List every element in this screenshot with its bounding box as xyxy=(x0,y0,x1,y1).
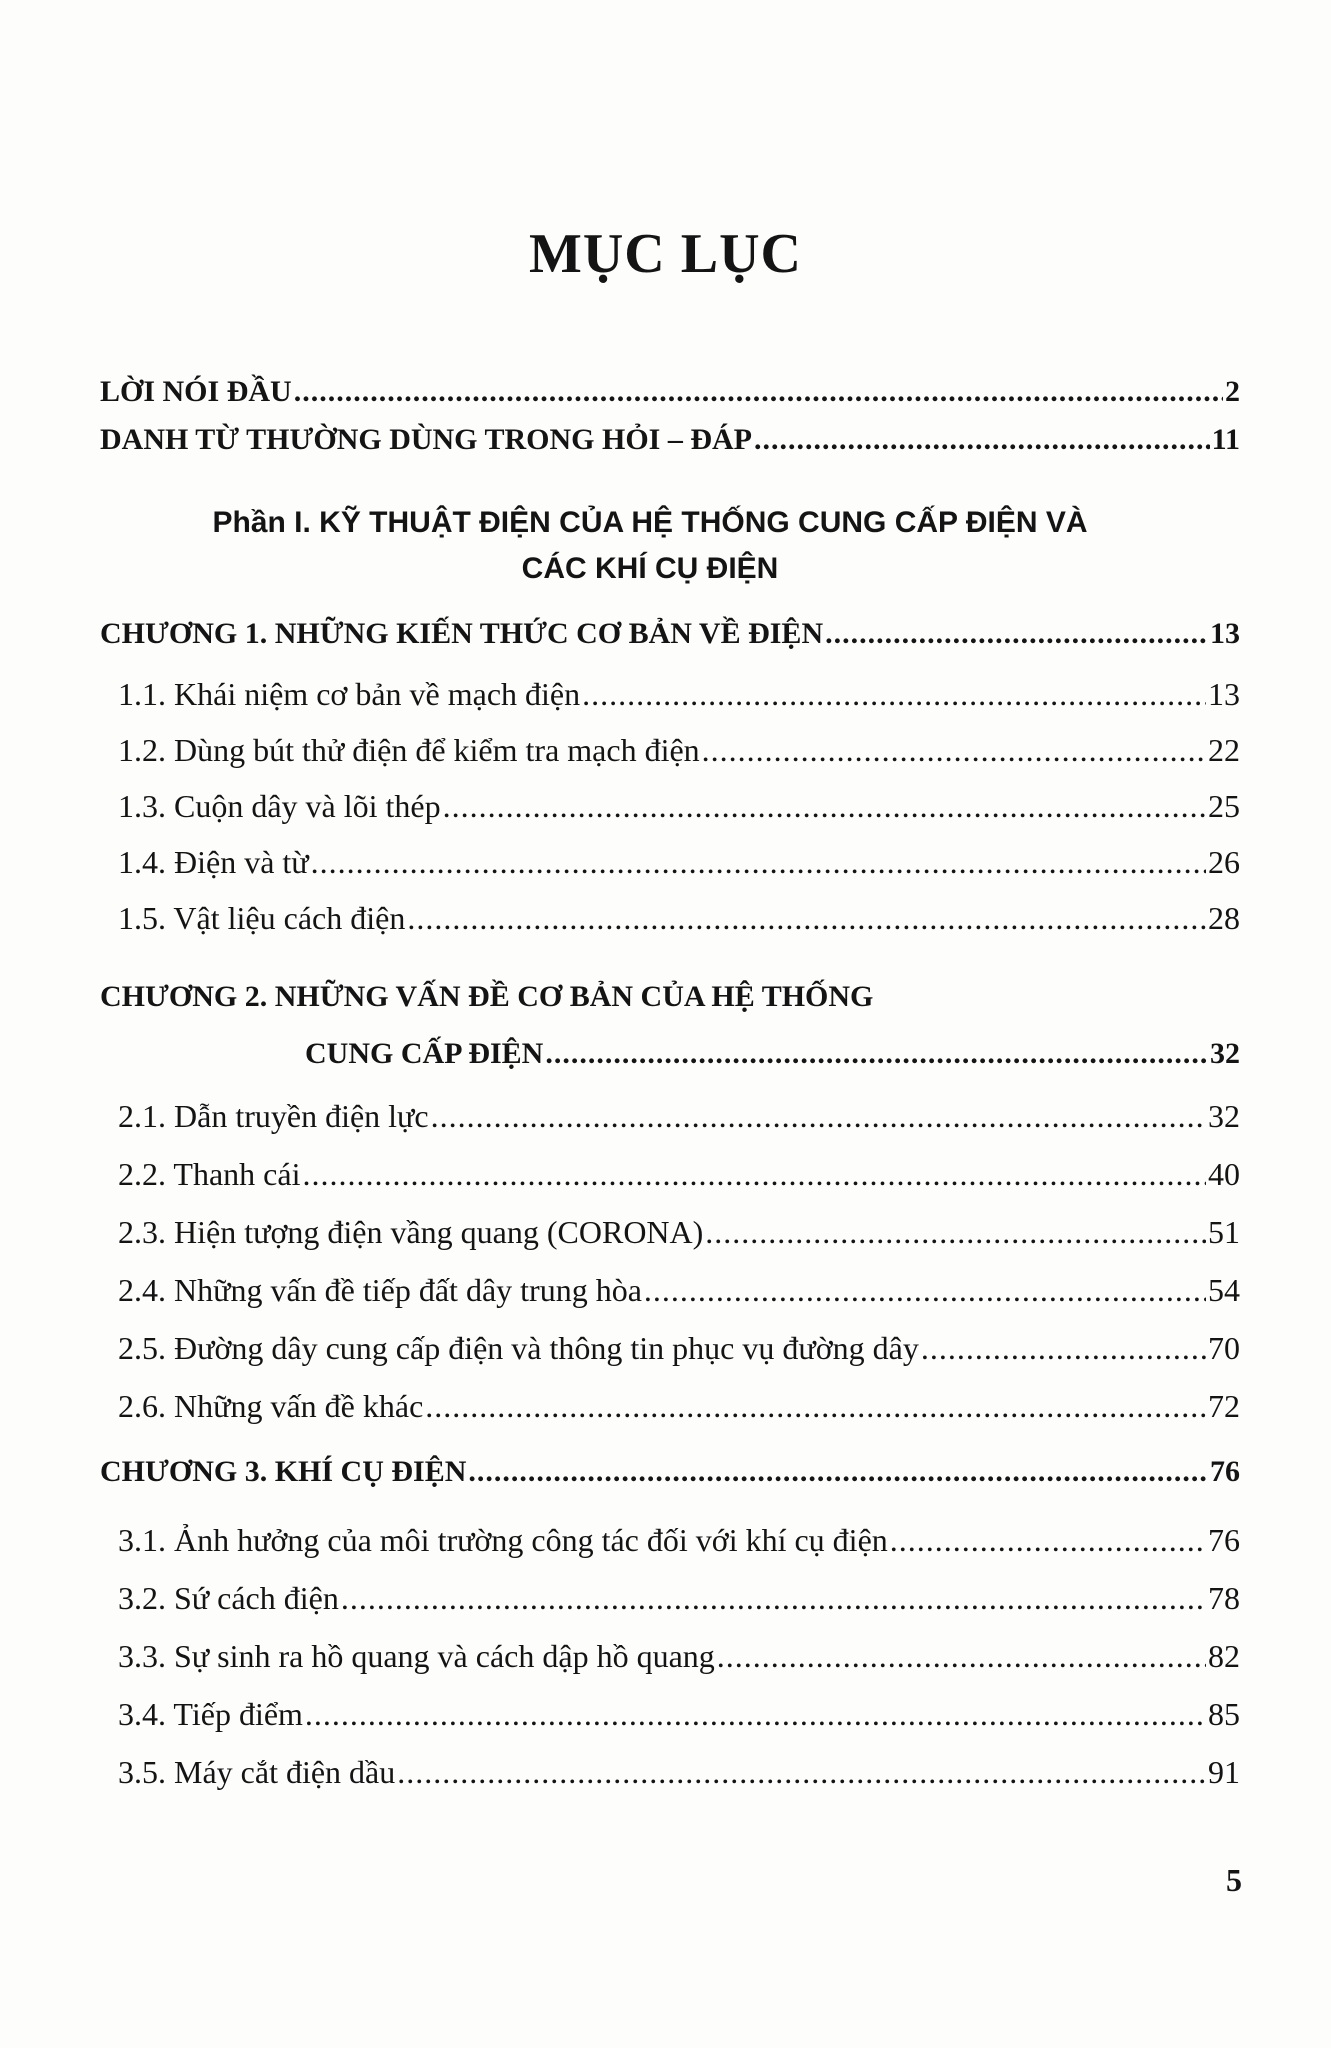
toc-section-1-5 xyxy=(118,896,1240,940)
toc-section-1-1 xyxy=(118,672,1240,716)
toc-entry-label: 1.5. Vật liệu cách điện xyxy=(118,900,406,936)
dot-leader xyxy=(921,1326,1206,1370)
toc-entry-label: 2.4. Những vấn đề tiếp đất dây trung hòa xyxy=(118,1272,642,1308)
toc-entry-label: 2.1. Dẫn truyền điện lực xyxy=(118,1098,429,1134)
toc-section-2-3 xyxy=(118,1210,1240,1254)
toc-entry-label: 1.3. Cuộn dây và lõi thép xyxy=(118,788,441,824)
toc-entry-page: 91 xyxy=(1208,1754,1240,1790)
dot-leader xyxy=(302,1152,1206,1196)
dot-leader xyxy=(705,1210,1206,1254)
toc-entry-page: 76 xyxy=(1208,1522,1240,1558)
toc-entry-glossary xyxy=(100,418,1240,462)
dot-leader xyxy=(644,1268,1206,1312)
toc-entry-page: 25 xyxy=(1208,788,1240,824)
toc-entry-page: 13 xyxy=(1210,617,1240,650)
toc-entry-page: 54 xyxy=(1208,1272,1240,1308)
toc-entry-label: 2.2. Thanh cái xyxy=(118,1156,301,1192)
toc-entry-label: 1.2. Dùng bút thử điện để kiểm tra mạch điện xyxy=(118,732,700,768)
toc-entry-label: CHƯƠNG 3. KHÍ CỤ ĐIỆN xyxy=(100,1455,467,1488)
toc-entry-page: 85 xyxy=(1208,1696,1240,1732)
toc-entry-preface xyxy=(100,370,1240,414)
toc-entry-label: 2.5. Đường dây cung cấp điện và thông tin phục vụ đường dây xyxy=(118,1330,919,1366)
dot-leader xyxy=(702,728,1206,772)
part-heading-line1: Phần I. KỸ THUẬT ĐIỆN CỦA HỆ THỐNG CUNG CẤP ĐIỆN VÀ xyxy=(212,506,1088,539)
toc-entry-label: DANH TỪ THƯỜNG DÙNG TRONG HỎI – ĐÁP xyxy=(100,423,752,456)
toc-chapter-3 xyxy=(100,1450,1240,1494)
toc-entry-label: 3.4. Tiếp điểm xyxy=(118,1696,303,1732)
toc-entry-page: 28 xyxy=(1208,900,1240,936)
page-number: 5 xyxy=(1226,1862,1242,1898)
toc-chapter-2 xyxy=(305,1032,1240,1076)
dot-leader xyxy=(468,1450,1208,1494)
toc-chapter-2-line1: CHƯƠNG 2. NHỮNG VẤN ĐỀ CƠ BẢN CỦA HỆ THỐNG xyxy=(100,980,874,1013)
toc-entry-page: 11 xyxy=(1211,423,1240,456)
toc-entry-page: 78 xyxy=(1208,1580,1240,1616)
dot-leader xyxy=(717,1634,1206,1678)
toc-entry-label: 3.2. Sứ cách điện xyxy=(118,1580,339,1616)
toc-entry-page: 26 xyxy=(1208,844,1240,880)
toc-section-2-5 xyxy=(118,1326,1240,1370)
dot-leader xyxy=(825,612,1208,656)
toc-entry-label: 3.5. Máy cắt điện dầu xyxy=(118,1754,396,1790)
toc-entry-label: 3.1. Ảnh hưởng của môi trường công tác đối với khí cụ điện xyxy=(118,1522,888,1558)
toc-section-1-2 xyxy=(118,728,1240,772)
dot-leader xyxy=(443,784,1206,828)
toc-entry-page: 2 xyxy=(1225,375,1240,408)
toc-entry-label: 2.6. Những vấn đề khác xyxy=(118,1388,424,1424)
toc-section-2-1 xyxy=(118,1094,1240,1138)
toc-entry-label: 1.4. Điện và từ xyxy=(118,844,309,880)
dot-leader xyxy=(582,672,1206,716)
toc-entry-page: 32 xyxy=(1208,1098,1240,1134)
toc-section-3-2 xyxy=(118,1576,1240,1620)
toc-section-1-4 xyxy=(118,840,1240,884)
toc-section-3-4 xyxy=(118,1692,1240,1736)
dot-leader xyxy=(407,896,1206,940)
toc-section-2-6 xyxy=(118,1384,1240,1428)
toc-chapter-1 xyxy=(100,612,1240,656)
dot-leader xyxy=(341,1576,1206,1620)
toc-section-2-4 xyxy=(118,1268,1240,1312)
toc-section-3-3 xyxy=(118,1634,1240,1678)
dot-leader xyxy=(425,1384,1206,1428)
toc-section-1-3 xyxy=(118,784,1240,828)
toc-entry-page: 70 xyxy=(1208,1330,1240,1366)
toc-entry-page: 82 xyxy=(1208,1638,1240,1674)
toc-entry-label: 2.3. Hiện tượng điện vầng quang (CORONA) xyxy=(118,1214,704,1250)
dot-leader xyxy=(305,1692,1206,1736)
dot-leader xyxy=(431,1094,1206,1138)
toc-entry-page: 72 xyxy=(1208,1388,1240,1424)
toc-entry-page: 40 xyxy=(1208,1156,1240,1192)
page-title: MỤC LỤC xyxy=(529,223,802,285)
dot-leader xyxy=(294,370,1223,414)
toc-section-3-1 xyxy=(118,1518,1240,1562)
toc-entry-label: CHƯƠNG 1. NHỮNG KIẾN THỨC CƠ BẢN VỀ ĐIỆN xyxy=(100,617,824,650)
toc-section-3-5 xyxy=(118,1750,1240,1794)
toc-entry-page: 13 xyxy=(1208,676,1240,712)
dot-leader xyxy=(545,1032,1208,1076)
toc-entry-label: 1.1. Khái niệm cơ bản về mạch điện xyxy=(118,676,581,712)
toc-entry-page: 32 xyxy=(1210,1037,1240,1070)
toc-entry-label: 3.3. Sự sinh ra hồ quang và cách dập hồ quang xyxy=(118,1638,715,1674)
toc-entry-page: 76 xyxy=(1210,1455,1240,1488)
dot-leader xyxy=(890,1518,1206,1562)
dot-leader xyxy=(397,1750,1206,1794)
dot-leader xyxy=(311,840,1206,884)
toc-entry-label: CUNG CẤP ĐIỆN xyxy=(305,1037,544,1070)
part-heading-line2: CÁC KHÍ CỤ ĐIỆN xyxy=(521,552,779,585)
toc-entry-page: 22 xyxy=(1208,732,1240,768)
toc-section-2-2 xyxy=(118,1152,1240,1196)
dot-leader xyxy=(754,418,1210,462)
toc-entry-page: 51 xyxy=(1208,1214,1240,1250)
toc-entry-label: LỜI NÓI ĐẦU xyxy=(100,375,292,408)
